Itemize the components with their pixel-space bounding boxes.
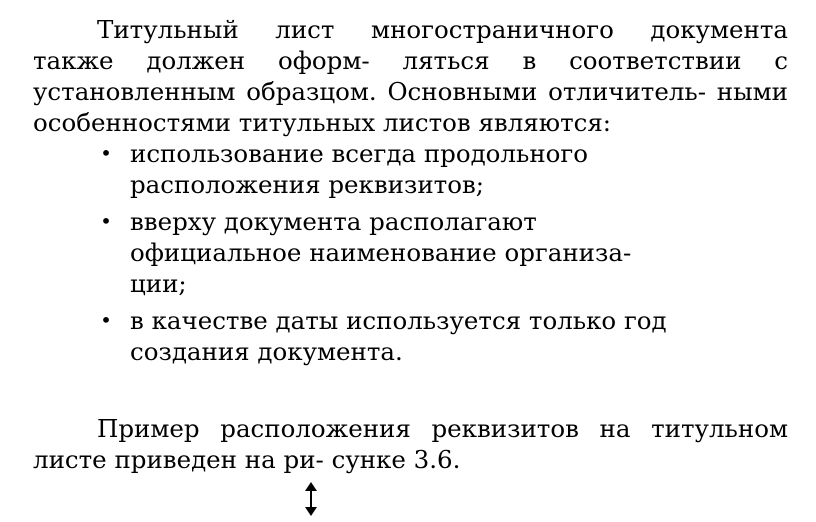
bullet-icon: • [100, 308, 112, 332]
bullet-list [33, 138, 788, 367]
list-item-text: в качестве даты используется только год создания документа. [130, 306, 667, 366]
paragraph-figure-reference: Пример расположения реквизитов на титульном листе приведен на ри- сунке 3.6. [33, 414, 788, 474]
spacer [33, 373, 788, 413]
bullet-icon: • [100, 209, 112, 233]
bullet-icon: • [100, 141, 112, 165]
list-item-text: вверху документа располагают официальное наименование организа-ции; [130, 207, 632, 298]
list-item [33, 305, 720, 367]
paragraph-title-page-intro: Титульный лист многостраничного документа также должен оформ- ляться в соответствии с установленным образцом. Основными отличитель- ными особенностями титульных листов являются: [33, 15, 788, 137]
list-item-text: использование всегда продольного расположения реквизитов; [130, 139, 588, 199]
document-page [33, 14, 788, 475]
double-arrow-vertical-icon [302, 482, 320, 516]
list-item [33, 206, 670, 299]
list-item [33, 138, 710, 200]
